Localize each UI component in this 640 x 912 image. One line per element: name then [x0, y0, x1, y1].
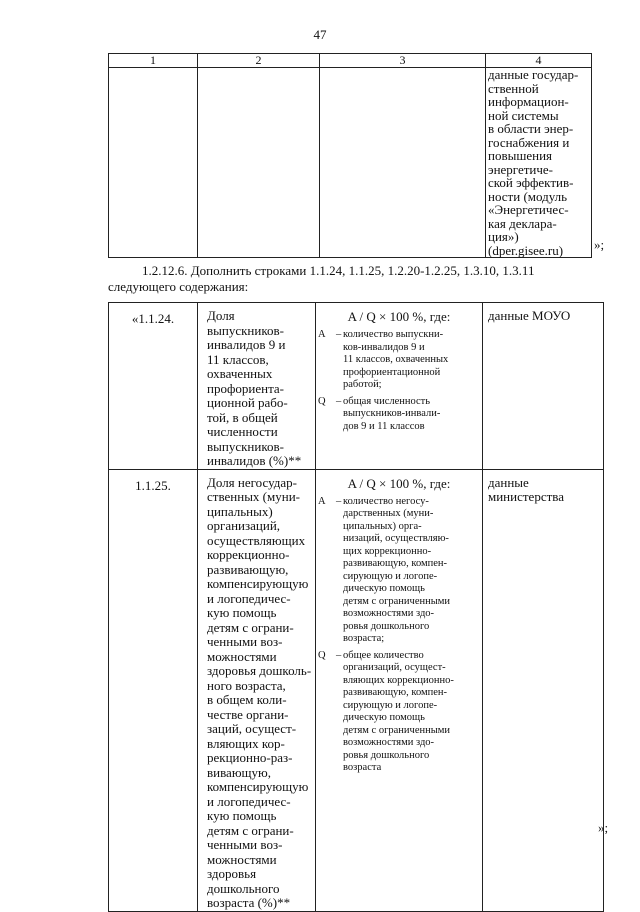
- indicator-name-line: осуществляющих: [207, 532, 306, 548]
- indicator-row: [109, 469, 604, 911]
- variable-description-line: организаций, осущест-: [343, 662, 446, 673]
- indicator-name-line: здоровья дошколь-: [207, 663, 312, 678]
- indicator-name-line: вляющих кор-: [207, 735, 285, 751]
- variable-description-line: развивающую, компен-: [343, 558, 448, 569]
- indicator-name-line: дошкольного: [207, 880, 280, 896]
- formula: A / Q × 100 %, где:: [347, 309, 451, 324]
- closing-quote-top: »;: [594, 237, 605, 252]
- indicator-source: [483, 469, 604, 911]
- variable-definition: [318, 496, 480, 646]
- indicator-name-line: той, в общей: [207, 409, 278, 425]
- indicator-name-line: рекционно-раз-: [207, 750, 293, 765]
- top-table: [108, 53, 592, 258]
- indicator-name: [198, 303, 316, 470]
- data-source-line: ной системы: [488, 107, 559, 123]
- data-source-text: [486, 68, 591, 257]
- variable-description-line: дическую помощь: [343, 712, 425, 723]
- variable-description-line: сирующую и логопе-: [343, 699, 438, 711]
- variable-description-line: ровья дошкольного: [343, 749, 430, 761]
- variable-description-line: профориентационной: [343, 366, 441, 378]
- variable-definition: [318, 650, 480, 775]
- paragraph-line-2: следующего содержания:: [108, 279, 249, 294]
- indicator-name-line: здоровья: [207, 866, 257, 881]
- column-header-1: 1: [109, 54, 198, 68]
- top-cell-4: [486, 68, 592, 258]
- variable-definition: [318, 396, 480, 434]
- indicator-name-line: выпускников-: [207, 438, 284, 454]
- indicator-code: 1.1.25.: [109, 469, 198, 911]
- variable-description-line: ровья дошкольного: [343, 620, 430, 632]
- variable-description-line: работой;: [343, 379, 382, 390]
- data-source-line: ция»): [488, 229, 519, 244]
- variable-description-line: детям с ограниченными: [343, 595, 451, 607]
- indicator-name: [198, 469, 316, 911]
- data-source-line: энергетиче-: [488, 161, 554, 177]
- top-table-header-row: [109, 54, 592, 68]
- indicator-name-line: компенсирующую: [207, 576, 309, 591]
- variable-description-line: дарственных (муни-: [343, 508, 434, 519]
- variable-description-line: возможностями здо-: [343, 608, 435, 619]
- data-source-line: в области энер-: [488, 121, 574, 136]
- indicator-name-line: ченными воз-: [207, 634, 283, 649]
- page-number: 47: [313, 27, 327, 42]
- indicator-name-line: кую помощь: [207, 808, 277, 823]
- variable-description-line: количество негосу-: [343, 495, 429, 507]
- variable-description: [343, 396, 480, 434]
- variable-description-line: ков-инвалидов 9 и: [343, 341, 425, 353]
- variable-description-line: ципальных) орга-: [343, 520, 422, 532]
- data-source-line: (dper.gisee.ru): [488, 242, 564, 258]
- indicator-source-line: данные МОУО: [488, 308, 571, 323]
- data-source-line: ности (модуль: [488, 188, 568, 204]
- data-source-line: ственной: [488, 80, 539, 96]
- data-source-line: информацион-: [488, 94, 569, 109]
- variable-description-line: возраста;: [343, 633, 385, 644]
- amendment-paragraph: [108, 263, 613, 295]
- variable-description-line: возраста: [343, 762, 382, 773]
- variable-description-line: количество выпускни-: [343, 329, 444, 340]
- variable-description-line: щих коррекционно-: [343, 545, 432, 557]
- indicator-name-line: можностями: [207, 648, 277, 664]
- indicator-name-line: ного возраста,: [207, 677, 286, 693]
- variable-letter: A: [318, 495, 326, 507]
- closing-quote-end: »;: [598, 820, 609, 835]
- column-header-4: 4: [486, 54, 592, 68]
- data-source-line: ской эффектив-: [488, 175, 574, 190]
- variable-dash: –: [336, 495, 342, 507]
- variable-description-line: дов 9 и 11 классов: [343, 420, 425, 432]
- variable-letter: Q: [318, 649, 326, 661]
- top-cell-3: [320, 68, 486, 258]
- indicator-name-line: ципальных): [207, 503, 273, 519]
- indicator-row: [109, 303, 604, 470]
- data-source-line: повышения: [488, 148, 553, 163]
- indicator-name-line: и логопедичес-: [207, 590, 291, 606]
- indicator-name-line: компенсирующую: [207, 779, 309, 794]
- variable-description: [343, 650, 480, 775]
- variable-description-line: сирующую и логопе-: [343, 570, 438, 582]
- paragraph-line-1: 1.2.12.6. Дополнить строками 1.1.24, 1.1.25, 1.2.20-1.2.25, 1.3.10, 1.3.11: [142, 263, 535, 278]
- indicator-name-line: инвалидов (%)**: [207, 453, 302, 468]
- variable-description: [343, 496, 480, 646]
- indicator-name-line: численности: [207, 424, 278, 439]
- indicator-source-line: министерства: [488, 489, 565, 504]
- variable-description-line: дическую помощь: [343, 583, 425, 594]
- data-source-line: кая деклара-: [488, 215, 557, 231]
- indicator-name-line: организаций,: [207, 518, 281, 533]
- variable-definition: [318, 329, 480, 392]
- column-header-2: 2: [198, 54, 320, 68]
- indicator-name-line: заций, осущест-: [207, 721, 297, 736]
- indicator-source-line: данные: [488, 474, 529, 490]
- formula: A / Q × 100 %, где:: [347, 475, 451, 491]
- variable-description-line: низаций, осуществляю-: [343, 533, 449, 544]
- top-table-row: [109, 68, 592, 258]
- indicator-name-line: развивающую,: [207, 561, 289, 577]
- variable-dash: –: [336, 395, 342, 407]
- indicator-name-line: детям с ограни-: [207, 619, 294, 635]
- indicator-name-line: Доля негосудар-: [207, 474, 297, 490]
- variable-description-line: развивающую, компен-: [343, 687, 448, 698]
- indicator-name-line: профориента-: [207, 380, 285, 396]
- indicator-name-line: 11 классов,: [207, 351, 269, 367]
- indicator-name-line: Доля выпускников-: [207, 308, 284, 338]
- variable-letter: Q: [318, 395, 326, 407]
- indicator-name-line: ственных (муни-: [207, 489, 300, 504]
- variable-letter: A: [318, 329, 326, 340]
- variable-description: [343, 329, 480, 392]
- indicator-name-line: честве органи-: [207, 706, 289, 722]
- indicator-name-line: в общем коли-: [207, 692, 287, 707]
- variable-description-line: выпускников-инвали-: [343, 408, 441, 419]
- variable-dash: –: [336, 649, 342, 661]
- variable-dash: –: [336, 329, 342, 340]
- top-cell-2: [198, 68, 320, 258]
- variable-description-line: общая численность: [343, 395, 431, 407]
- indicator-formula-cell: [316, 469, 483, 911]
- indicators-table: [108, 302, 604, 912]
- indicator-name-line: ченными воз-: [207, 837, 283, 852]
- indicator-name-line: ционной рабо-: [207, 395, 288, 410]
- column-header-3: 3: [320, 54, 486, 68]
- indicator-name-line: кую помощь: [207, 605, 277, 620]
- indicator-formula-cell: [316, 303, 483, 470]
- variable-description-line: детям с ограниченными: [343, 724, 451, 736]
- indicator-name-line: охваченных: [207, 366, 273, 381]
- variable-description-line: вляющих коррекционно-: [343, 674, 454, 686]
- indicator-name-line: детям с ограни-: [207, 822, 294, 838]
- indicator-name-line: инвалидов 9 и: [207, 337, 286, 352]
- indicator-name-line: и логопедичес-: [207, 793, 291, 809]
- indicator-code: «1.1.24.: [109, 303, 198, 470]
- top-cell-1: [109, 68, 198, 258]
- data-source-line: «Энергетичес-: [488, 202, 569, 217]
- data-source-line: госнабжения и: [488, 134, 570, 150]
- variable-description-line: 11 классов, охваченных: [343, 354, 449, 365]
- indicator-name-line: коррекционно-: [207, 547, 290, 562]
- indicator-source: [483, 303, 604, 470]
- indicator-name-line: возраста (%)**: [207, 895, 291, 910]
- indicator-name-line: можностями: [207, 851, 277, 867]
- indicator-name-line: вивающую,: [207, 764, 272, 780]
- data-source-line: данные государ-: [488, 67, 579, 82]
- variable-description-line: общее количество: [343, 649, 424, 661]
- variable-description-line: возможностями здо-: [343, 737, 435, 748]
